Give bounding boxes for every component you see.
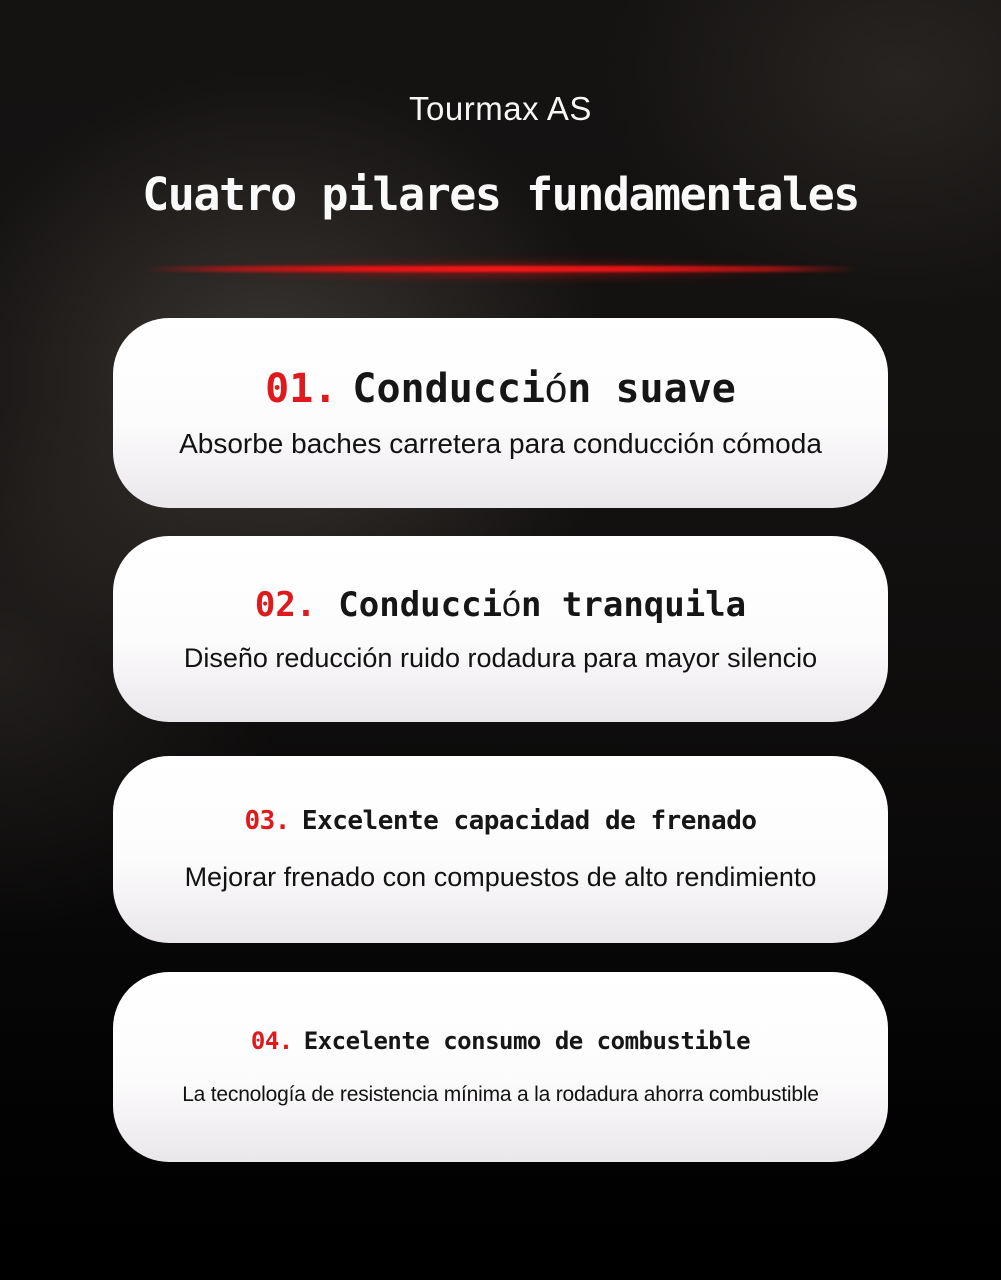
pillar-1-title-text: Conducción suave	[352, 366, 736, 412]
pillar-card-1	[113, 318, 888, 508]
pillar-4-title	[251, 1027, 750, 1055]
pillar-4-title-text: Excelente consumo de combustible	[303, 1027, 751, 1055]
pillar-card-4	[113, 972, 888, 1162]
page-title: Cuatro pilares fundamentales	[142, 168, 859, 221]
brand-title: Tourmax AS	[409, 90, 592, 127]
red-divider	[143, 266, 858, 272]
pillar-1-description: Absorbe baches carretera para conducción cómoda	[179, 428, 822, 459]
pillar-4-description: La tecnología de resistencia mínima a la rodadura ahorra combustible	[182, 1083, 819, 1106]
pillar-2-title	[255, 585, 746, 625]
pillar-2-title-text: Conducción tranquila	[338, 584, 747, 625]
pillar-card-2	[113, 536, 888, 722]
pillar-2-description: Diseño reducción ruido rodadura para mayor silencio	[183, 642, 818, 673]
pillar-3-title-text: Excelente capacidad de frenado	[301, 806, 757, 836]
pillar-3-description: Mejorar frenado con compuestos de alto rendimiento	[184, 862, 817, 892]
pillar-2-number: 02.	[254, 584, 317, 625]
pillar-4-number: 04.	[250, 1027, 293, 1055]
pillar-3-title	[244, 806, 756, 836]
pillar-1-number: 01.	[265, 366, 338, 412]
pillar-card-3	[113, 756, 888, 943]
pillar-1-title	[265, 366, 736, 412]
pillar-3-number: 03.	[244, 806, 290, 836]
